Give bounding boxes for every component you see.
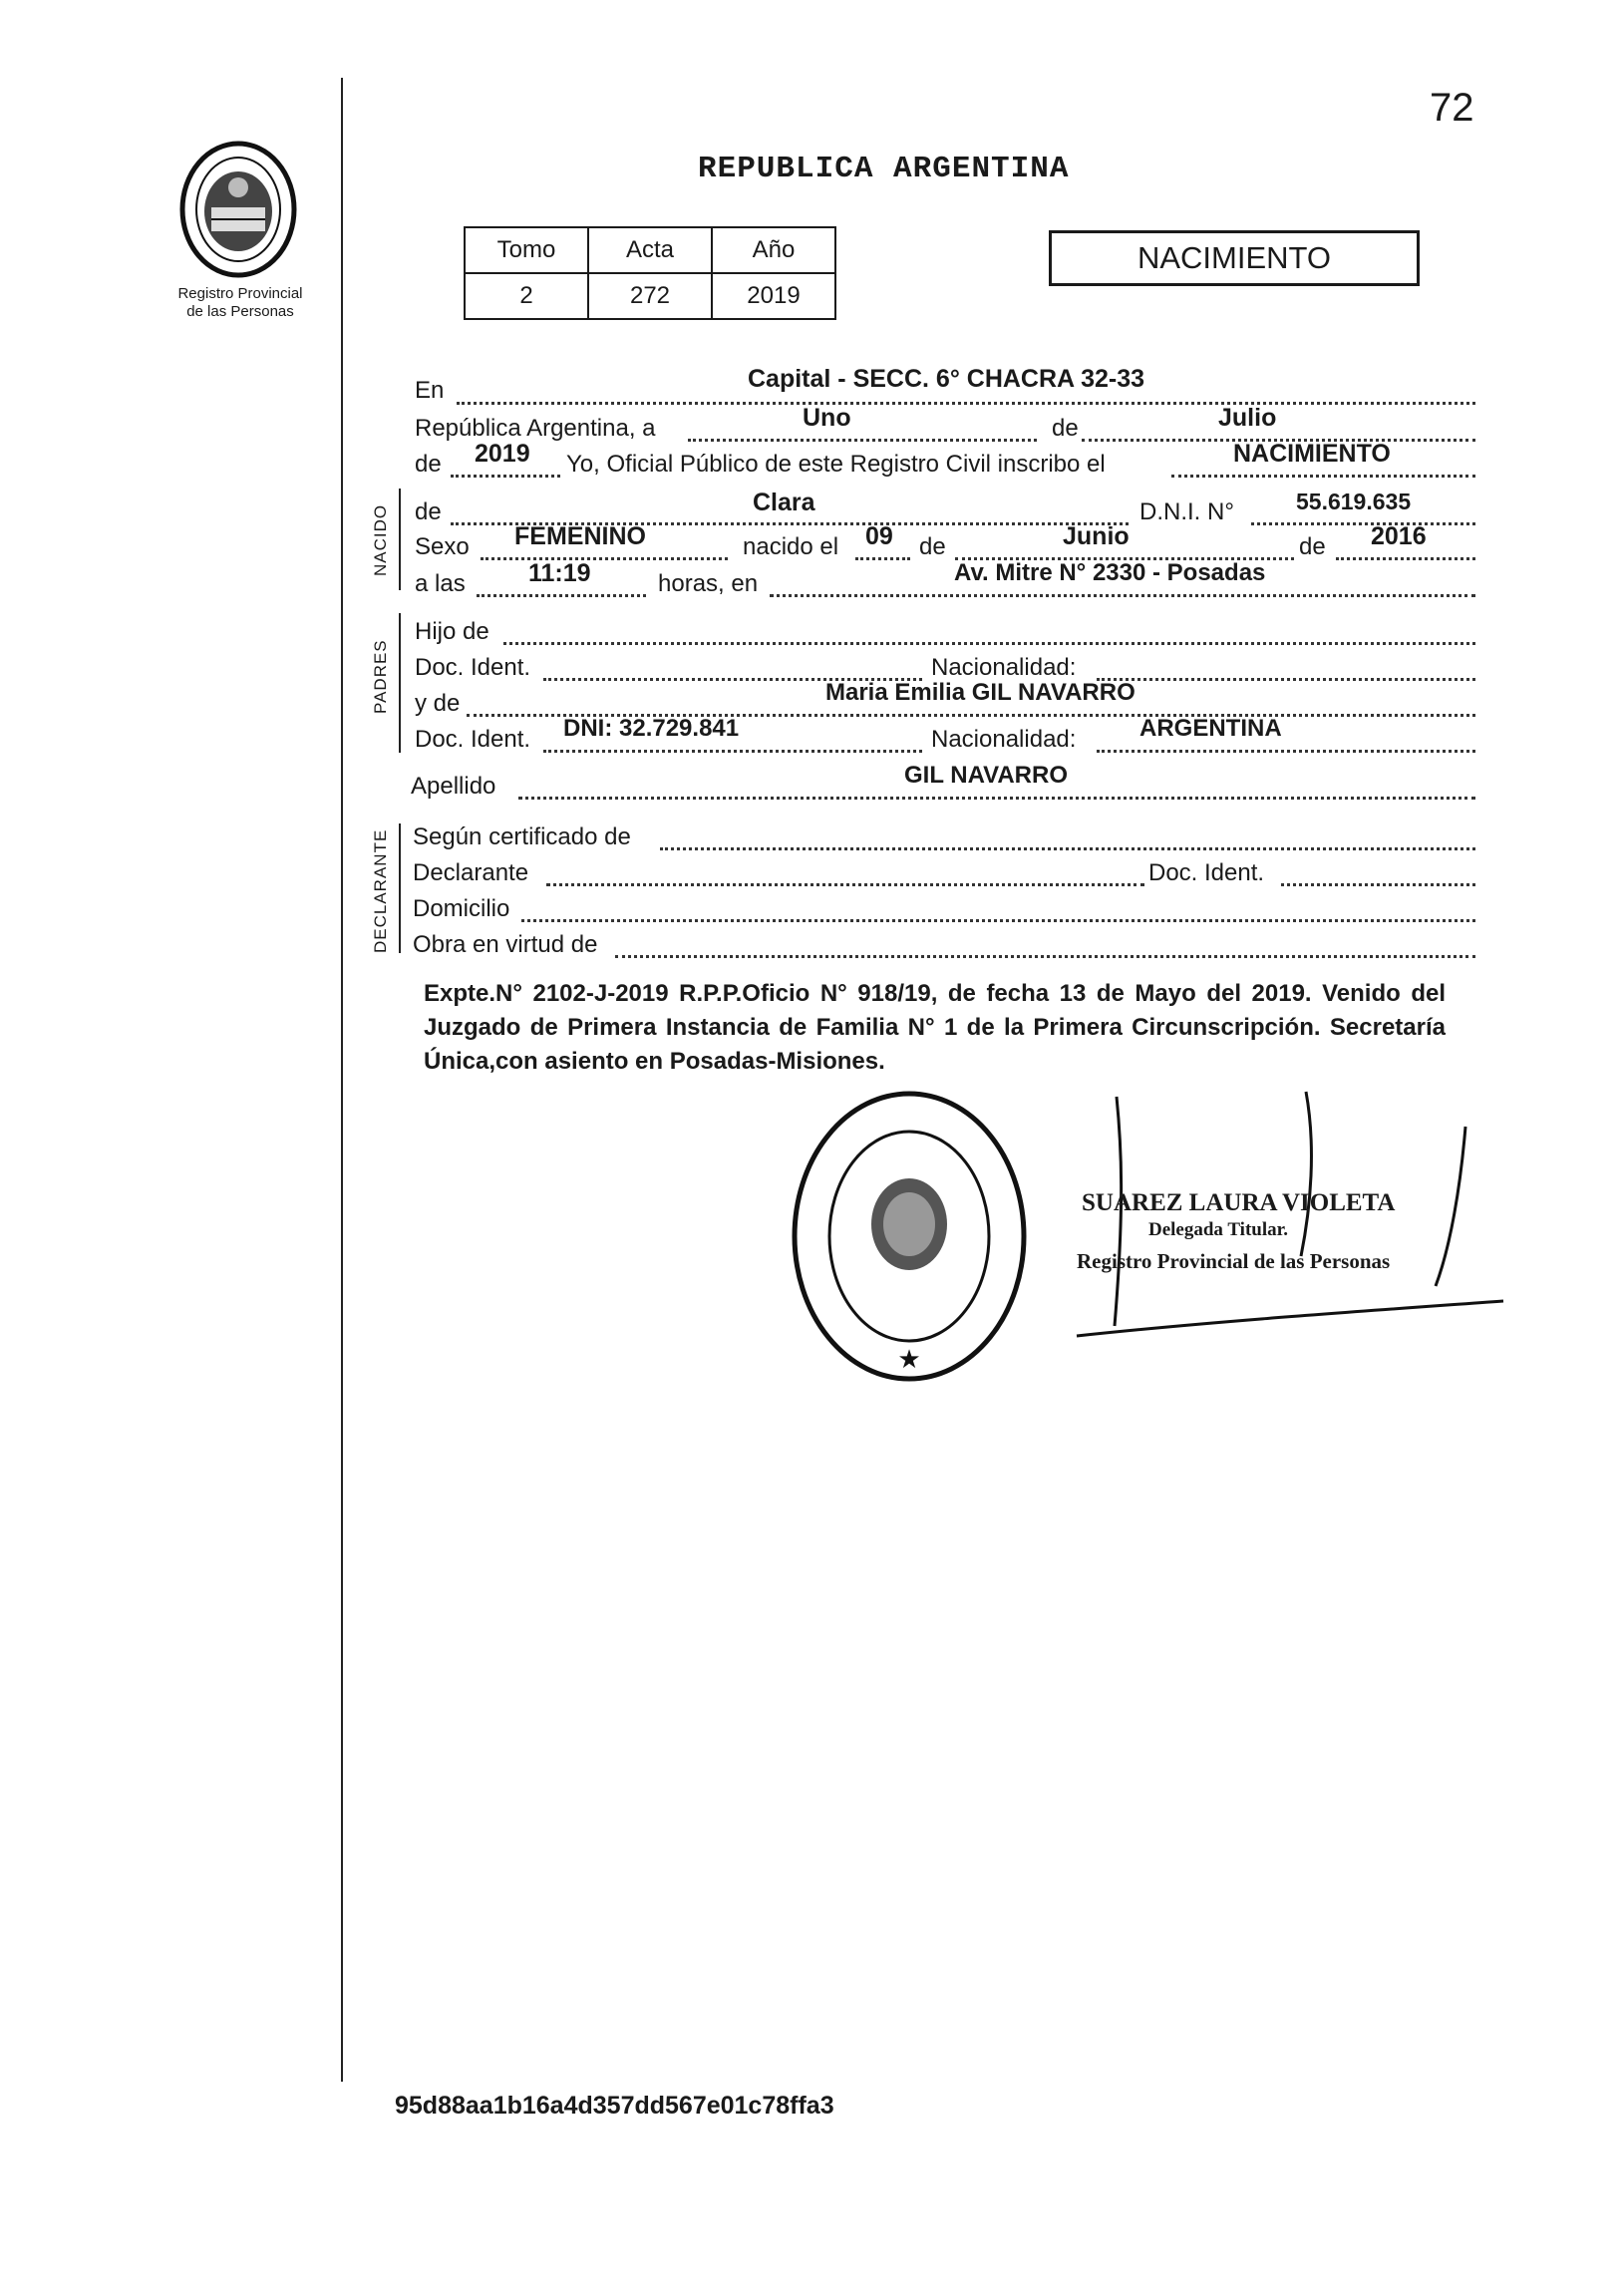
logo-caption-line1: Registro Provincial bbox=[177, 285, 303, 302]
provincial-seal-icon bbox=[177, 140, 299, 279]
act-type-box: NACIMIENTO bbox=[1049, 230, 1420, 286]
header-anio: Año bbox=[712, 227, 835, 273]
hijo-de-label: Hijo de bbox=[415, 618, 489, 645]
apellido-value: GIL NAVARRO bbox=[904, 762, 1069, 789]
nacido-dia-dots bbox=[855, 557, 910, 560]
en-label: En bbox=[415, 377, 445, 404]
de-nombre-label: de bbox=[415, 498, 442, 525]
de2-label: de bbox=[415, 451, 442, 478]
y-de-label: y de bbox=[415, 690, 461, 717]
madre-nacionalidad-dots bbox=[1097, 750, 1475, 753]
official-stamp-icon bbox=[788, 1087, 1032, 1386]
nacido-anio: 2016 bbox=[1371, 522, 1427, 550]
segun-dots bbox=[660, 847, 1475, 850]
apellido-label: Apellido bbox=[411, 773, 496, 800]
dni-value: 55.619.635 bbox=[1296, 489, 1412, 514]
logo-caption bbox=[150, 285, 331, 321]
dia-dots bbox=[688, 439, 1037, 442]
nacionalidad-dots bbox=[1097, 678, 1475, 681]
declarante-dots bbox=[546, 883, 1144, 886]
dia-value: Uno bbox=[803, 404, 851, 432]
lugar-dots bbox=[770, 594, 1475, 597]
doc-ident-label: Doc. Ident. bbox=[415, 654, 531, 681]
dni-dots bbox=[1251, 522, 1475, 525]
de-label: de bbox=[1052, 415, 1079, 442]
madre-dni-dots bbox=[543, 750, 922, 753]
signature-role: Delegada Titular. bbox=[1148, 1219, 1289, 1240]
horas-en-label: horas, en bbox=[658, 570, 759, 597]
nacido-anio-dots bbox=[1336, 557, 1475, 560]
declarante-doc-dots bbox=[1281, 883, 1475, 886]
header-tomo: Tomo bbox=[465, 227, 588, 273]
mes-value: Julio bbox=[1218, 404, 1277, 432]
side-label-nacido: NACIDO bbox=[371, 503, 390, 576]
signature-name: SUAREZ LAURA VIOLETA bbox=[1082, 1189, 1396, 1216]
value-anio: 2019 bbox=[712, 273, 835, 319]
doc-ident2-label: Doc. Ident. bbox=[415, 726, 531, 753]
document-title: REPUBLICA ARGENTINA bbox=[698, 152, 1070, 186]
side-label-padres: PADRES bbox=[371, 639, 390, 714]
declarante-bracket bbox=[399, 823, 401, 953]
nacionalidad-label: Nacionalidad: bbox=[931, 654, 1077, 681]
nacido-mes: Junio bbox=[1063, 522, 1130, 550]
value-tomo: 2 bbox=[465, 273, 588, 319]
left-margin-line bbox=[341, 78, 343, 2082]
a-las-label: a las bbox=[415, 570, 466, 597]
margin-notes: Expte.N° 2102-J-2019 R.P.P.Oficio N° 918/19, de fecha 13 de Mayo del 2019. Venido del Juzgado de Primera Instancia de Familia N° 1 de la Primera Circunscripción. Secretaría Única,con asiento en Posadas-Misiones. bbox=[424, 980, 1446, 1075]
nacido-label: nacido el bbox=[743, 533, 839, 560]
en-value: Capital - SECC. 6° CHACRA 32-33 bbox=[748, 365, 1145, 393]
domicilio-dots bbox=[521, 919, 1475, 922]
anio-dots bbox=[451, 475, 560, 478]
nacido-bracket bbox=[399, 489, 401, 590]
declarante-label: Declarante bbox=[413, 859, 529, 886]
padres-bracket bbox=[399, 613, 401, 753]
page-number: 72 bbox=[1430, 86, 1474, 130]
oficial-text: Yo, Oficial Público de este Registro Civil inscribo el bbox=[566, 451, 1106, 478]
svg-text:★: ★ bbox=[897, 1344, 921, 1374]
domicilio-label: Domicilio bbox=[413, 895, 510, 922]
doc-ident3-label: Doc. Ident. bbox=[1148, 859, 1265, 886]
de3-label: de bbox=[919, 533, 946, 560]
hora-dots bbox=[477, 594, 646, 597]
republica-label: República Argentina, a bbox=[415, 415, 656, 442]
sexo-dots bbox=[481, 557, 728, 560]
nacido-dia: 09 bbox=[865, 522, 893, 550]
signature-org: Registro Provincial de las Personas bbox=[1077, 1249, 1391, 1273]
side-label-declarante: DECLARANTE bbox=[371, 828, 390, 953]
hijo-de-dots bbox=[503, 642, 1475, 645]
de4-label: de bbox=[1299, 533, 1326, 560]
header-acta: Acta bbox=[588, 227, 712, 273]
sexo-value: FEMENINO bbox=[514, 522, 646, 550]
apellido-dots bbox=[518, 797, 1475, 800]
registry-table bbox=[464, 226, 836, 320]
dni-label: D.N.I. N° bbox=[1139, 498, 1234, 525]
madre-value: Maria Emilia GIL NAVARRO bbox=[825, 679, 1136, 706]
obra-label: Obra en virtud de bbox=[413, 931, 598, 958]
anio-value: 2019 bbox=[475, 440, 530, 468]
lugar-value: Av. Mitre N° 2330 - Posadas bbox=[954, 559, 1266, 586]
nacionalidad2-label: Nacionalidad: bbox=[931, 726, 1077, 753]
nombre-value: Clara bbox=[753, 489, 815, 516]
document-hash: 95d88aa1b16a4d357dd567e01c78ffa3 bbox=[395, 2092, 834, 2120]
value-acta: 272 bbox=[588, 273, 712, 319]
inscribo-dots bbox=[1171, 475, 1475, 478]
obra-dots bbox=[615, 955, 1475, 958]
segun-label: Según certificado de bbox=[413, 823, 631, 850]
hora-value: 11:19 bbox=[528, 559, 591, 587]
sexo-label: Sexo bbox=[415, 533, 470, 560]
inscribo-value: NACIMIENTO bbox=[1233, 440, 1391, 468]
en-dots bbox=[457, 402, 1475, 405]
madre-dni-value: DNI: 32.729.841 bbox=[563, 715, 740, 742]
madre-nacionalidad-value: ARGENTINA bbox=[1139, 715, 1282, 742]
logo-caption-line2: de las Personas bbox=[186, 303, 294, 320]
